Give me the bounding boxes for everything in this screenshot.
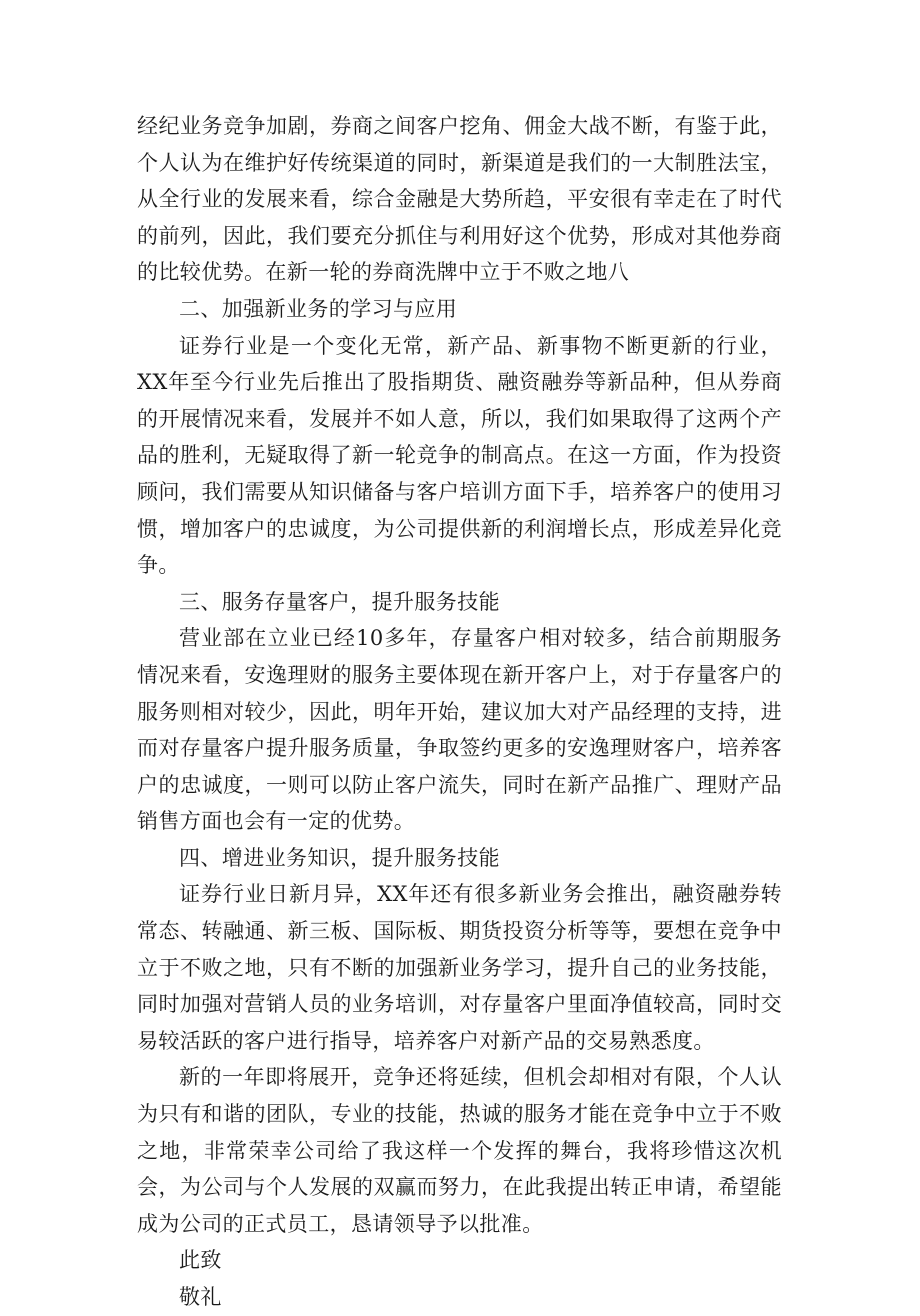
section-heading-4: 四、增进业务知识，提升服务技能: [179, 845, 500, 870]
paragraph-conclusion: 新的一年即将展开，竞争还将延续，但机会却相对有限，个人认为只有和谐的团队，专业的技能，热诚的服务才能在竞争中立于不败之地，非常荣幸公司给了我这样一个发挥的舞台，我将珍惜这次机会，为公司与个人发展的双赢而努力，在此我提出转正申请，希望能成为公司的正式员工，恳请领导予以批准。: [137, 1065, 782, 1236]
paragraph-intro: 经纪业务竞争加剧，券商之间客户挖角、佣金大战不断，有鉴于此，个人认为在维护好传统渠道的同时，新渠道是我们的一大制胜法宝，从全行业的发展来看，综合金融是大势所趋，平安很有幸走在了时代的前列，因此，我们要充分抓住与利用好这个优势，形成对其他券商的比较优势。在新一轮的券商洗牌中立于不败之地八: [137, 114, 782, 285]
paragraph-business-knowledge: 证券行业日新月异，XX年还有很多新业务会推出，融资融券转常态、转融通、新三板、国际板、期货投资分析等等，要想在竞争中立于不败之地，只有不断的加强新业务学习，提升自己的业务技能，同时加强对营销人员的业务培训，对存量客户里面净值较高，同时交易较活跃的客户进行指导，培养客户对新产品的交易熟悉度。: [137, 882, 782, 1053]
section-heading-3: 三、服务存量客户，提升服务技能: [179, 589, 500, 614]
closing-salutation: 此致: [179, 1248, 222, 1273]
paragraph-new-business: 证券行业是一个变化无常，新产品、新事物不断更新的行业，XX年至今行业先后推出了股指期货、融资融券等新品种，但从券商的开展情况来看，发展并不如人意，所以，我们如果取得了这两个产品的胜利，无疑取得了新一轮竞争的制高点。在这一方面，作为投资顾问，我们需要从知识储备与客户培训方面下手，培养客户的使用习惯，增加客户的忠诚度，为公司提供新的利润增长点，形成差异化竞争。: [137, 333, 782, 578]
closing-regards: 敬礼: [179, 1285, 222, 1309]
section-heading-2: 二、加强新业务的学习与应用: [179, 296, 458, 321]
paragraph-existing-clients: 营业部在立业已经10多年，存量客户相对较多，结合前期服务情况来看，安逸理财的服务主要体现在新开客户上，对于存量客户的服务则相对较少，因此，明年开始，建议加大对产品经理的支持，进而对存量客户提升服务质量，争取签约更多的安逸理财客户，培养客户的忠诚度，一则可以防止客户流失，同时在新产品推广、理财产品销售方面也会有一定的优势。: [137, 626, 782, 834]
document-page: [137, 108, 782, 1316]
